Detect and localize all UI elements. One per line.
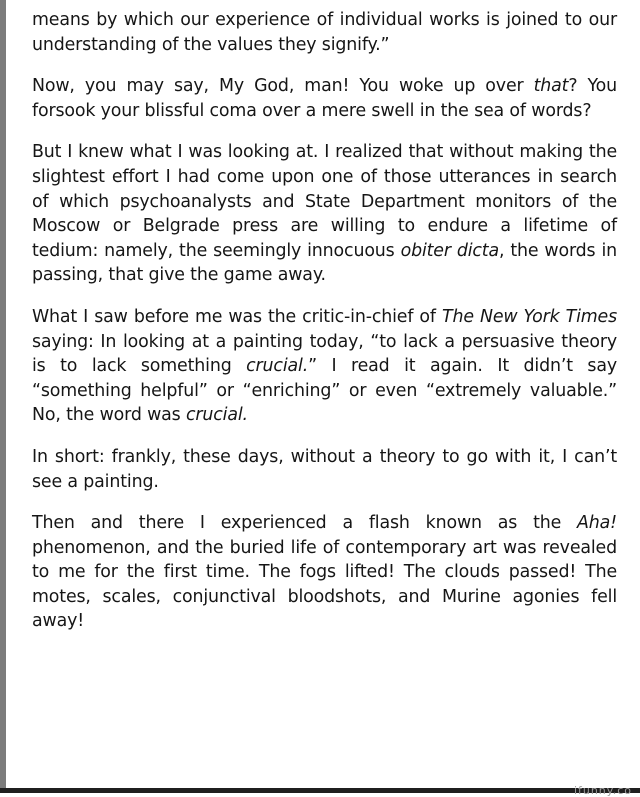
- paragraph-4: [32, 305, 617, 428]
- text-run: saying: In looking at a painting today, “to lack a persuasive theory is to lack something: [32, 331, 617, 377]
- paragraph-3: [32, 140, 617, 288]
- text-run: ” I read it again. It didn’t say “something helpful” or “enriching” or even “extremely valuable.” No, the word was: [32, 356, 617, 426]
- text-run: But I knew what I was looking at. I realized that without making the slightest effort I had come upon one of those utterances in search of which psychoanalysts and State Department monitors of the Moscow or Belgrade press are willing to endure a lifetime of tedium: namely, the seemingly innocuous: [32, 142, 617, 261]
- text-run: phenomenon, and the buried life of contemporary art was revealed to me for the first time. The fogs lifted! The clouds passed! The motes, scales, conjunctival bloodshots, and Murine agonies fell away!: [32, 537, 617, 632]
- text-run: In short: frankly, these days, without a theory to go with it, I can’t see a painting.: [32, 446, 617, 492]
- text-run: ? You forsook your blissful coma over a mere swell in the sea of words?: [32, 76, 618, 121]
- text-run: Then and there I experienced a flash known as the: [32, 513, 578, 534]
- text-run: What I saw before me was the critic-in-chief of: [32, 306, 442, 327]
- text-run: means by which our experience of individual works is joined to our understanding of the values they signify.”: [32, 10, 617, 55]
- paragraph-6: [32, 511, 617, 634]
- paragraph-5: [32, 445, 617, 494]
- book-text: [32, 8, 617, 651]
- watermark-text: ifunny.co: [573, 784, 632, 797]
- italic-text-run: that: [533, 76, 569, 97]
- page-edge-shadow: [0, 0, 6, 793]
- paragraph-2: [32, 74, 617, 123]
- text-run: Now, you may say, My God, man! You woke up over: [32, 76, 534, 97]
- italic-text-run: The New York Times: [441, 306, 618, 327]
- bottom-bar: [0, 788, 640, 793]
- italic-text-run: crucial.: [246, 356, 309, 377]
- italic-text-run: crucial.: [185, 405, 248, 426]
- paragraph-1: [32, 8, 617, 57]
- italic-text-run: obiter dicta: [400, 240, 499, 261]
- text-run: , the words in passing, that give the game away.: [32, 240, 617, 286]
- italic-text-run: Aha!: [577, 513, 617, 534]
